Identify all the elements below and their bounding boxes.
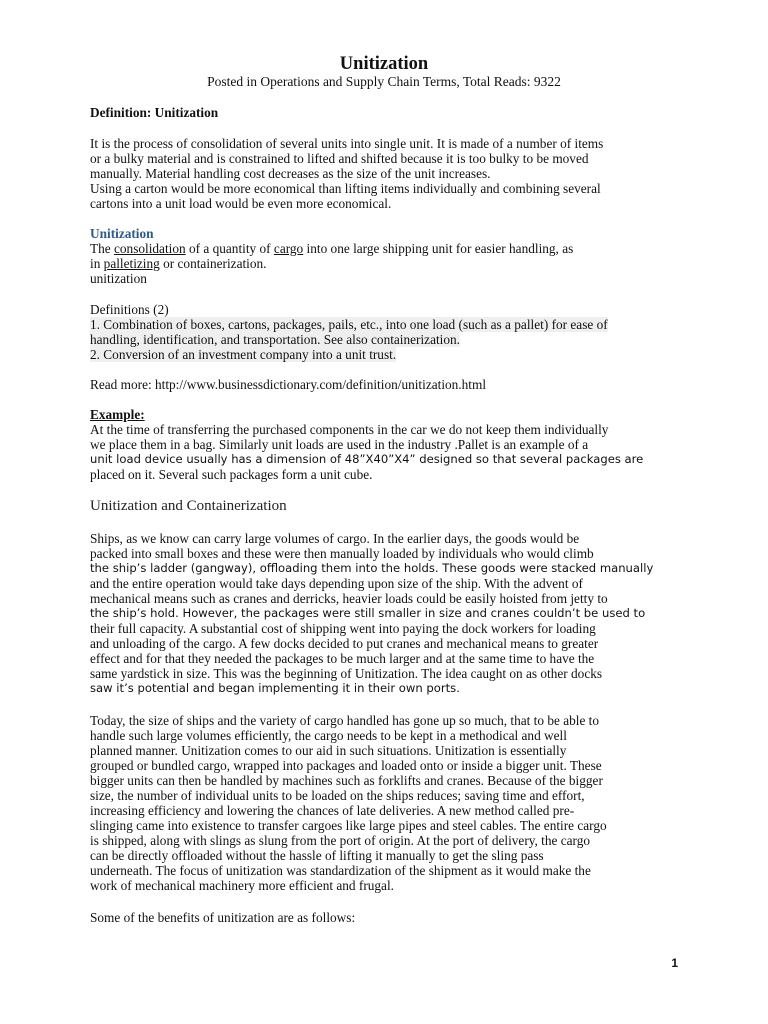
definitions2-heading: Definitions (2)	[90, 302, 169, 317]
palletizing-link[interactable]: palletizing	[103, 256, 160, 271]
definitions2-block	[90, 302, 680, 362]
read-more-link[interactable]: Read more: http://www.businessdictionary.com/definition/unitization.html	[90, 377, 487, 392]
paragraph-line: Ships, as we know can carry large volumes of cargo. In the earlier days, the goods would be	[90, 531, 580, 546]
section-heading: Unitization and Containerization	[90, 498, 287, 514]
example-heading: Example:	[90, 407, 145, 422]
paragraph-line: can be directly offloaded without the hassle of lifting it manually to get the sling pass	[90, 848, 544, 863]
paragraph-line: planned manner. Unitization comes to our aid in such situations. Unitization is essentially	[90, 743, 567, 758]
text-span: into one large shipping unit for easier handling, as	[303, 241, 574, 256]
text-span: in	[90, 256, 104, 271]
paragraph-line: grouped or bundled cargo, wrapped into packages and loaded onto or inside a bigger unit. These	[90, 758, 602, 773]
unitization-line-1	[90, 241, 680, 256]
definition-text	[90, 136, 680, 211]
definitions2-line: 2. Conversion of an investment company into a unit trust.	[90, 347, 397, 362]
example-line: unit load device usually has a dimension of 48”X40”X4” designed so that several packages are	[90, 452, 644, 466]
paragraph-line: their full capacity. A substantial cost of shipping went into paying the dock workers for loading	[90, 621, 596, 636]
benefits-intro: Some of the benefits of unitization are as follows:	[90, 910, 356, 925]
text-span: The	[90, 241, 114, 256]
consolidation-link[interactable]: consolidation	[114, 241, 186, 256]
definition-line: manually. Material handling cost decreases as the size of the unit increases.	[90, 166, 491, 181]
unitization-line-3: unitization	[90, 271, 147, 286]
example-line: we place them in a bag. Similarly unit loads are used in the industry .Pallet is an example of a	[90, 437, 589, 452]
paragraph-line: effect and for that they needed the packages to be much larger and at the same time to have the	[90, 651, 595, 666]
paragraph-line: increasing efficiency and lowering the chances of late deliveries. A new method called pre-	[90, 803, 575, 818]
paragraph-line: the ship’s hold. However, the packages were still smaller in size and cranes couldn’t be used to	[90, 606, 646, 620]
definition-heading: Definition: Unitization	[90, 105, 219, 120]
paragraph-line: the ship’s ladder (gangway), offloading them into the holds. These goods were stacked manually	[90, 561, 654, 575]
section-paragraph-1	[90, 531, 680, 696]
page-title: Unitization	[339, 54, 429, 74]
paragraph-line: same yardstick in size. This was the beginning of Unitization. The idea caught on as other docks	[90, 666, 603, 681]
definitions2-line: 1. Combination of boxes, cartons, packages, pails, etc., into one load (such as a pallet) for ease of	[90, 317, 608, 332]
definition-line: It is the process of consolidation of several units into single unit. It is made of a number of items	[90, 136, 604, 151]
text-span: of a quantity of	[185, 241, 274, 256]
cargo-link[interactable]: cargo	[273, 241, 304, 256]
paragraph-line: is shipped, along with slings as slung from the port of origin. At the port of delivery, the cargo	[90, 833, 591, 848]
text-span: or containerization.	[159, 256, 267, 271]
page-subtitle: Posted in Operations and Supply Chain Terms, Total Reads: 9322	[207, 74, 561, 89]
unitization-line-2	[90, 256, 680, 271]
definitions2-line: handling, identification, and transportation. See also containerization.	[90, 332, 460, 347]
paragraph-line: underneath. The focus of unitization was standardization of the shipment as it would make the	[90, 863, 591, 878]
definition-line: Using a carton would be more economical than lifting items individually and combining several	[90, 181, 601, 196]
unitization-heading: Unitization	[90, 226, 154, 241]
paragraph-line: saw it’s potential and began implementing it in their own ports.	[90, 681, 460, 695]
paragraph-line: size, the number of individual units to be loaded on the ships reduces; saving time and effort,	[90, 788, 585, 803]
paragraph-line: Today, the size of ships and the variety of cargo handled has gone up so much, that to be able to	[90, 713, 600, 728]
paragraph-line: mechanical means such as cranes and derricks, heavier loads could be easily hoisted from jetty to	[90, 591, 608, 606]
definition-line: or a bulky material and is constrained to lifted and shifted because it is too bulky to be moved	[90, 151, 589, 166]
example-text	[90, 422, 680, 482]
paragraph-line: and unloading of the cargo. A few docks decided to put cranes and mechanical means to greater	[90, 636, 599, 651]
paragraph-line: handle such large volumes efficiently, the cargo needs to be kept in a methodical and well	[90, 728, 567, 743]
paragraph-line: work of mechanical machinery more efficient and frugal.	[90, 878, 394, 893]
paragraph-line: slinging came into existence to transfer cargoes like large pipes and steel cables. The entire cargo	[90, 818, 607, 833]
page-number: 1	[671, 956, 678, 970]
paragraph-line: bigger units can then be handled by machines such as forklifts and cranes. Because of the bigger	[90, 773, 603, 788]
example-line: placed on it. Several such packages form a unit cube.	[90, 467, 373, 482]
example-line: At the time of transferring the purchased components in the car we do not keep them individually	[90, 422, 609, 437]
section-paragraph-2	[90, 713, 680, 893]
paragraph-line: and the entire operation would take days depending upon size of the ship. With the advent of	[90, 576, 583, 591]
paragraph-line: packed into small boxes and these were then manually loaded by individuals who would climb	[90, 546, 594, 561]
unitization-text	[90, 241, 680, 286]
definition-line: cartons into a unit load would be even more economical.	[90, 196, 392, 211]
